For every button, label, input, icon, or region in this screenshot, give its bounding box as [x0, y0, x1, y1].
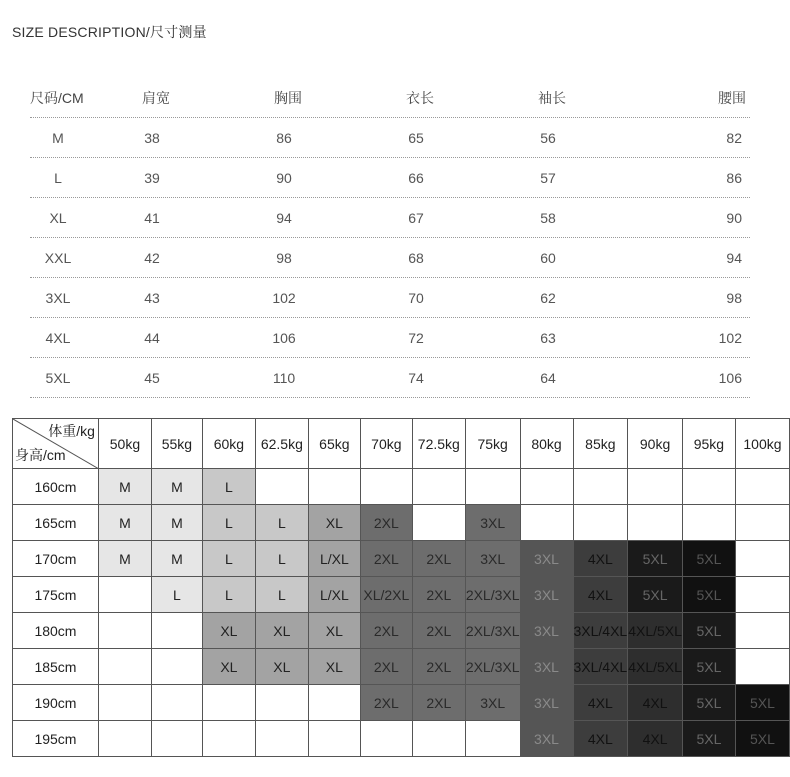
height-header-cell: 185cm [13, 649, 99, 685]
fit-grid-row [13, 685, 790, 721]
size-table-cell: L [54, 169, 62, 186]
size-table-cell: 102 [718, 329, 742, 346]
fit-size-cell: 2XL [360, 649, 412, 685]
fit-grid-corner [13, 419, 99, 469]
size-table-cell: 74 [408, 369, 424, 386]
size-table-header-cell: 肩宽 [142, 89, 170, 106]
fit-size-cell: L [202, 541, 255, 577]
fit-size-cell: L/XL [308, 541, 360, 577]
size-table-cell: 4XL [45, 329, 71, 346]
fit-size-cell: 5XL [682, 577, 735, 613]
size-table-cell: 60 [540, 249, 556, 266]
size-table-cell: 86 [276, 129, 292, 146]
fit-size-cell: 4XL [573, 541, 628, 577]
fit-size-cell: L/XL [308, 577, 360, 613]
fit-size-cell: 5XL [682, 685, 735, 721]
size-table-cell: 110 [272, 369, 296, 386]
size-table-cell: XXL [44, 249, 72, 266]
fit-size-cell [151, 649, 202, 685]
height-header-cell: 160cm [13, 469, 99, 505]
fit-grid-row [13, 505, 790, 541]
size-table-header-cell: 尺码/CM [30, 89, 84, 106]
fit-size-cell: 2XL/3XL [465, 613, 520, 649]
fit-size-cell: 5XL [735, 685, 789, 721]
size-table-cell: 98 [276, 249, 292, 266]
fit-size-cell [360, 721, 412, 757]
fit-size-cell: XL/2XL [360, 577, 412, 613]
fit-size-cell: 5XL [735, 721, 789, 757]
weight-header-cell: 65kg [308, 419, 360, 469]
fit-size-cell [255, 721, 308, 757]
fit-size-cell: 3XL [520, 685, 573, 721]
fit-size-cell: XL [308, 613, 360, 649]
fit-size-cell: M [151, 541, 202, 577]
size-table-cell: 58 [540, 209, 556, 226]
fit-size-cell: 5XL [628, 577, 683, 613]
weight-axis-label: 体重/kg [48, 423, 95, 439]
size-table-header-row [30, 78, 750, 118]
fit-size-cell [308, 685, 360, 721]
size-table-cell: 56 [540, 129, 556, 146]
fit-size-cell: L [202, 577, 255, 613]
fit-size-cell: 2XL [360, 541, 412, 577]
size-table-cell: 70 [408, 289, 424, 306]
size-table-row [30, 198, 750, 238]
fit-size-cell [735, 577, 789, 613]
fit-size-cell [573, 469, 628, 505]
fit-size-cell: 4XL/5XL [628, 649, 683, 685]
fit-size-cell: 3XL [520, 721, 573, 757]
fit-size-cell: XL [308, 505, 360, 541]
fit-size-cell [98, 721, 151, 757]
weight-header-cell: 80kg [520, 419, 573, 469]
fit-size-cell: 5XL [682, 541, 735, 577]
weight-header-cell: 70kg [360, 419, 412, 469]
fit-size-cell [151, 613, 202, 649]
size-table-cell: 67 [408, 209, 424, 226]
fit-grid-row [13, 613, 790, 649]
weight-header-cell: 90kg [628, 419, 683, 469]
size-table-cell: 66 [408, 169, 424, 186]
fit-size-cell [735, 541, 789, 577]
fit-size-cell [682, 469, 735, 505]
fit-size-cell [682, 505, 735, 541]
size-table-cell: 5XL [45, 369, 71, 386]
height-header-cell: 190cm [13, 685, 99, 721]
fit-size-cell: L [151, 577, 202, 613]
fit-size-cell [255, 469, 308, 505]
size-table-cell: 41 [144, 209, 160, 226]
height-header-cell: 170cm [13, 541, 99, 577]
fit-size-cell [573, 505, 628, 541]
size-table-cell: 43 [144, 289, 160, 306]
fit-size-cell: M [151, 469, 202, 505]
fit-size-cell [151, 721, 202, 757]
size-table-row [30, 358, 750, 398]
fit-size-cell: 3XL/4XL [573, 613, 628, 649]
fit-size-cell: 4XL [628, 685, 683, 721]
fit-size-cell: 3XL [465, 685, 520, 721]
fit-size-cell [308, 721, 360, 757]
weight-header-cell: 50kg [98, 419, 151, 469]
fit-grid-row [13, 541, 790, 577]
size-table-cell: 68 [408, 249, 424, 266]
fit-size-cell [465, 469, 520, 505]
fit-size-cell: 2XL [412, 577, 465, 613]
fit-size-cell [202, 721, 255, 757]
weight-header-cell: 100kg [735, 419, 789, 469]
size-table-row [30, 238, 750, 278]
weight-header-cell: 60kg [202, 419, 255, 469]
fit-size-cell [465, 721, 520, 757]
fit-size-cell: 3XL [520, 613, 573, 649]
size-table-cell: 98 [726, 289, 742, 306]
fit-grid-row [13, 577, 790, 613]
size-table-header-cell: 腰围 [718, 89, 746, 106]
fit-size-cell: XL [202, 613, 255, 649]
fit-size-cell: 2XL [412, 685, 465, 721]
fit-grid-row [13, 721, 790, 757]
fit-size-cell [98, 685, 151, 721]
fit-grid-header-row [13, 419, 790, 469]
fit-size-cell: XL [255, 613, 308, 649]
fit-size-cell: 4XL [573, 577, 628, 613]
fit-size-cell [628, 505, 683, 541]
size-table-cell: 102 [272, 289, 296, 306]
fit-size-cell [412, 469, 465, 505]
fit-size-cell [98, 577, 151, 613]
size-table-cell: 86 [726, 169, 742, 186]
size-table-row [30, 318, 750, 358]
height-header-cell: 195cm [13, 721, 99, 757]
weight-header-cell: 55kg [151, 419, 202, 469]
size-table-cell: 45 [144, 369, 160, 386]
fit-size-cell: 5XL [682, 613, 735, 649]
fit-size-cell: M [98, 469, 151, 505]
height-axis-label: 身高/cm [15, 447, 66, 463]
fit-size-cell: 2XL [360, 613, 412, 649]
size-table-cell: 65 [408, 129, 424, 146]
size-table-cell: 39 [144, 169, 160, 186]
fit-size-cell: XL [202, 649, 255, 685]
height-header-cell: 175cm [13, 577, 99, 613]
height-weight-fit-grid [12, 418, 790, 757]
page-title: SIZE DESCRIPTION/尺寸测量 [12, 24, 207, 40]
fit-size-cell: 3XL [520, 541, 573, 577]
fit-size-cell: 2XL [412, 541, 465, 577]
size-table-cell: 42 [144, 249, 160, 266]
size-table-cell: 63 [540, 329, 556, 346]
size-table-cell: 94 [276, 209, 292, 226]
size-table-cell: 3XL [45, 289, 71, 306]
size-table-cell: 64 [540, 369, 556, 386]
fit-size-cell [628, 469, 683, 505]
fit-size-cell: 3XL/4XL [573, 649, 628, 685]
size-table-cell: XL [49, 209, 67, 226]
fit-size-cell: 4XL [573, 721, 628, 757]
fit-size-cell [412, 721, 465, 757]
fit-size-cell: 2XL [360, 505, 412, 541]
fit-size-cell: L [202, 505, 255, 541]
size-table-cell: 106 [272, 329, 296, 346]
size-table-row [30, 278, 750, 318]
fit-size-cell [520, 469, 573, 505]
size-table-cell: 90 [276, 169, 292, 186]
size-table-row [30, 158, 750, 198]
fit-size-cell [735, 649, 789, 685]
fit-size-cell [520, 505, 573, 541]
weight-header-cell: 95kg [682, 419, 735, 469]
fit-size-cell: 3XL [520, 649, 573, 685]
fit-size-cell: 5XL [682, 721, 735, 757]
fit-grid-row [13, 469, 790, 505]
fit-size-cell: 2XL [412, 613, 465, 649]
fit-size-cell: 3XL [520, 577, 573, 613]
fit-size-cell [735, 505, 789, 541]
size-table-header-cell: 衣长 [406, 89, 434, 106]
fit-size-cell: L [202, 469, 255, 505]
fit-size-cell: 3XL [465, 505, 520, 541]
fit-size-cell: XL [255, 649, 308, 685]
fit-size-cell: 4XL [573, 685, 628, 721]
fit-size-cell: L [255, 505, 308, 541]
size-table-cell: 94 [726, 249, 742, 266]
size-table-cell: 38 [144, 129, 160, 146]
height-header-cell: 180cm [13, 613, 99, 649]
fit-grid-row [13, 649, 790, 685]
fit-size-cell: 2XL [360, 685, 412, 721]
size-measurement-table [30, 78, 750, 398]
fit-size-cell: L [255, 577, 308, 613]
fit-size-cell: 2XL [412, 649, 465, 685]
size-table-header-cell: 胸围 [274, 89, 302, 106]
weight-header-cell: 72.5kg [412, 419, 465, 469]
fit-size-cell [151, 685, 202, 721]
fit-size-cell [412, 505, 465, 541]
weight-header-cell: 75kg [465, 419, 520, 469]
fit-size-cell: 4XL/5XL [628, 613, 683, 649]
fit-size-cell [308, 469, 360, 505]
size-table-cell: 82 [726, 129, 742, 146]
fit-size-cell [735, 469, 789, 505]
fit-size-cell: 5XL [682, 649, 735, 685]
fit-size-cell: M [151, 505, 202, 541]
height-header-cell: 165cm [13, 505, 99, 541]
fit-size-cell: M [98, 505, 151, 541]
size-table-cell: 106 [718, 369, 742, 386]
size-table-cell: 72 [408, 329, 424, 346]
size-table-cell: 62 [540, 289, 556, 306]
weight-header-cell: 62.5kg [255, 419, 308, 469]
fit-size-cell: M [98, 541, 151, 577]
fit-size-cell [360, 469, 412, 505]
size-table-cell: 44 [144, 329, 160, 346]
size-table-cell: M [52, 129, 64, 146]
size-table-header-cell: 袖长 [538, 89, 566, 106]
weight-header-cell: 85kg [573, 419, 628, 469]
fit-size-cell: 2XL/3XL [465, 649, 520, 685]
fit-size-cell [202, 685, 255, 721]
size-table-cell: 90 [726, 209, 742, 226]
fit-size-cell: 5XL [628, 541, 683, 577]
fit-size-cell [98, 649, 151, 685]
fit-size-cell: XL [308, 649, 360, 685]
fit-size-cell: 3XL [465, 541, 520, 577]
size-table-cell: 57 [540, 169, 556, 186]
fit-size-cell [98, 613, 151, 649]
fit-size-cell [255, 685, 308, 721]
size-table-row [30, 118, 750, 158]
fit-size-cell: 4XL [628, 721, 683, 757]
fit-size-cell: L [255, 541, 308, 577]
fit-size-cell [735, 613, 789, 649]
fit-size-cell: 2XL/3XL [465, 577, 520, 613]
